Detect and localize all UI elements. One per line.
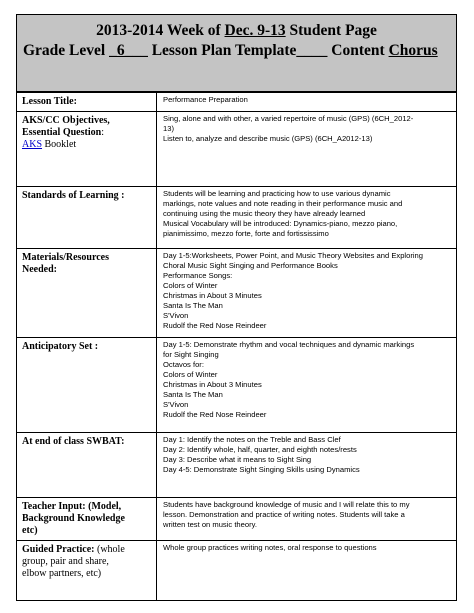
guided-label-line3: elbow partners, etc) — [22, 568, 102, 579]
swbat-label: At end of class SWBAT: — [17, 433, 157, 498]
aks-line: Listen to, analyze and describe music (GPS) (6CH_A2012-13) — [163, 134, 373, 143]
anticipatory-line: Day 1-5: Demonstrate rhythm and vocal techniques and dynamic markings — [163, 340, 415, 349]
materials-line: Rudolf the Red Nose Reindeer — [163, 321, 267, 330]
teacher-input-label-cell — [17, 498, 157, 541]
materials-label-line2: Needed: — [22, 264, 57, 275]
lesson-title-value: Performance Preparation — [157, 93, 457, 112]
swbat-line: Day 4-5: Demonstrate Sight Singing Skills using Dynamics — [163, 465, 360, 474]
standards-line: markings, note values and note reading in their performance music and — [163, 199, 403, 208]
anticipatory-line: Colors of Winter — [163, 370, 218, 379]
header-student-page-label: Student Page — [285, 22, 377, 39]
row-standards — [17, 187, 457, 249]
materials-line: Colors of Winter — [163, 281, 218, 290]
header-week-value: Dec. 9-13 — [224, 22, 286, 39]
grade-level-label: Grade Level — [23, 42, 110, 59]
swbat-line: Day 3: Describe what it means to Sight Sing — [163, 455, 312, 464]
row-anticipatory — [17, 338, 457, 433]
page-header — [16, 14, 457, 92]
teacher-input-value-cell — [157, 498, 457, 541]
guided-label-line2: group, pair and share, — [22, 556, 109, 567]
standards-value-cell — [157, 187, 457, 249]
anticipatory-line: S'Vivon — [163, 400, 189, 409]
row-swbat — [17, 433, 457, 498]
row-guided-practice — [17, 541, 457, 601]
anticipatory-line: for Sight Singing — [163, 350, 219, 359]
anticipatory-value-cell — [157, 338, 457, 433]
guided-label-cell — [17, 541, 157, 601]
standards-line: pianimissimo, mezzo forte, forte and fortississimo — [163, 229, 329, 238]
materials-line: Santa Is The Man — [163, 301, 223, 310]
row-teacher-input — [17, 498, 457, 541]
swbat-value-cell — [157, 433, 457, 498]
row-aks — [17, 112, 457, 187]
lesson-plan-table — [16, 92, 457, 601]
standards-line: Musical Vocabulary will be introduced: Dynamics-piano, mezzo piano, — [163, 219, 398, 228]
teacher-input-label-line3: etc) — [22, 525, 38, 536]
aks-label-colon: : — [101, 127, 104, 138]
anticipatory-line: Octavos for: — [163, 360, 204, 369]
anticipatory-line: Santa Is The Man — [163, 390, 223, 399]
content-value: Chorus — [388, 42, 438, 59]
header-week-line — [17, 15, 456, 40]
aks-label-line2 — [22, 127, 151, 139]
guided-label-rest: (whole — [94, 544, 125, 555]
aks-line: 13) — [163, 124, 174, 133]
aks-label-cell — [17, 112, 157, 187]
aks-booklet-rest: Booklet — [42, 139, 77, 150]
standards-label: Standards of Learning : — [17, 187, 157, 249]
materials-line: S'Vivon — [163, 311, 189, 320]
lesson-plan-blank: ____ — [296, 42, 328, 59]
swbat-line: Day 1: Identify the notes on the Treble and Bass Clef — [163, 435, 341, 444]
aks-line: Sing, alone and with other, a varied repertoire of music (GPS) (6CH_2012- — [163, 114, 414, 123]
materials-label-cell — [17, 249, 157, 338]
lesson-plan-template-label: Lesson Plan Template — [147, 42, 297, 59]
header-year-week-label: 2013-2014 Week of — [96, 22, 225, 39]
materials-value-cell — [157, 249, 457, 338]
teacher-input-line: written test on music theory. — [163, 520, 257, 529]
anticipatory-label: Anticipatory Set : — [17, 338, 157, 433]
row-materials — [17, 249, 457, 338]
anticipatory-line: Christmas in About 3 Minutes — [163, 380, 262, 389]
aks-booklet-link[interactable]: AKS — [22, 139, 43, 150]
content-label: Content — [327, 42, 389, 59]
materials-line: Performance Songs: — [163, 271, 233, 280]
aks-label-line2-text: Essential Question — [22, 127, 102, 138]
teacher-input-label-line2: Background Knowledge — [22, 513, 125, 524]
aks-booklet-line — [22, 139, 151, 151]
teacher-input-line: lesson. Demonstration and practice of writing notes. Students will take a — [163, 510, 405, 519]
header-grade-line — [17, 40, 456, 60]
lesson-title-label: Lesson Title: — [17, 93, 157, 112]
materials-line: Christmas in About 3 Minutes — [163, 291, 262, 300]
standards-line: continuing using the music theory they have already learned — [163, 209, 366, 218]
grade-level-value: _6___ — [109, 42, 148, 59]
teacher-input-label-line1: Teacher Input: (Model, — [22, 501, 122, 512]
swbat-line: Day 2: Identify whole, half, quarter, and eighth notes/rests — [163, 445, 357, 454]
materials-label-line1: Materials/Resources — [22, 252, 110, 263]
aks-value-cell — [157, 112, 457, 187]
lesson-plan-page — [16, 14, 457, 601]
materials-line: Choral Music Sight Singing and Performance Books — [163, 261, 338, 270]
aks-label-line1: AKS/CC Objectives, — [22, 115, 110, 126]
guided-line: Whole group practices writing notes, oral response to questions — [163, 543, 377, 552]
guided-label-bold: Guided Practice: — [22, 544, 95, 555]
materials-line: Day 1-5:Worksheets, Power Point, and Music Theory Websites and Exploring — [163, 251, 423, 260]
guided-value-cell — [157, 541, 457, 601]
teacher-input-line: Students have background knowledge of music and I will relate this to my — [163, 500, 410, 509]
standards-line: Students will be learning and practicing how to use various dynamic — [163, 189, 391, 198]
anticipatory-line: Rudolf the Red Nose Reindeer — [163, 410, 267, 419]
row-lesson-title — [17, 93, 457, 112]
guided-label-line1 — [22, 544, 151, 556]
